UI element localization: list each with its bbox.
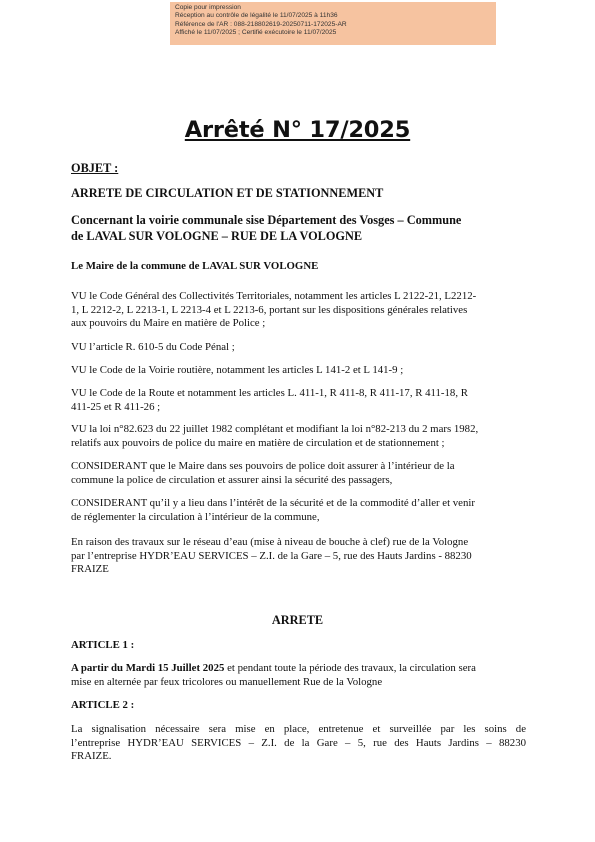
- text-line: commune la police de circulation et assurer ainsi la sécurité des passagers,: [71, 473, 393, 486]
- article-1-line-rest: et pendant toute la période des travaux, la circulation sera: [224, 662, 476, 674]
- text-line: 411-25 et R 411-26 ;: [71, 400, 161, 413]
- maire-heading: Le Maire de la commune de LAVAL SUR VOLOGNE: [71, 260, 319, 272]
- stamp-line: Réception au contrôle de légalité le 11/07/2025 à 11h36: [175, 12, 338, 20]
- concernant-line: de LAVAL SUR VOLOGNE – RUE DE LA VOLOGNE: [71, 229, 363, 243]
- considerant-paragraph: [71, 497, 526, 524]
- text-line: mise en alternée par feux tricolores ou manuellement Rue de la Vologne: [71, 675, 383, 688]
- text-line: VU le Code de la Voirie routière, notamment les articles L 141-2 et L 141-9 ;: [71, 364, 404, 376]
- considerant-paragraph: [71, 423, 526, 450]
- concernant-line: Concernant la voirie communale sise Département des Vosges – Commune: [71, 213, 462, 227]
- considerant-paragraph: [71, 387, 526, 414]
- text-line: VU l’article R. 610-5 du Code Pénal ;: [71, 341, 235, 353]
- text-line: VU la loi n°82.623 du 22 juillet 1982 complétant et modifiant la loi n°82-213 du 2 mars 1982,: [71, 423, 479, 435]
- text-line: [71, 662, 526, 676]
- arrete-heading: ARRETE: [271, 613, 324, 627]
- text-line: relatifs aux pouvoirs de police du maire en matière de circulation et de stationnement ;: [71, 436, 445, 449]
- article-2-body: [71, 723, 526, 764]
- document-title: Arrêté N° 17/2025: [184, 117, 411, 143]
- objet-label: OBJET :: [71, 161, 119, 175]
- considerant-paragraph: [71, 290, 526, 331]
- text-line: aux pouvoirs du Maire en matière de Police ;: [71, 317, 266, 329]
- text-line: CONSIDERANT qu’il y a lieu dans l’intérêt de la sécurité et de la commodité d’aller et venir: [71, 497, 475, 509]
- article-1-label: ARTICLE 1 :: [71, 639, 135, 651]
- stamp-line: Affiché le 11/07/2025 ; Certifié exécutoire le 11/07/2025: [175, 29, 337, 37]
- text-line: FRAIZE.: [71, 750, 112, 762]
- considerant-paragraph: [71, 536, 526, 577]
- text-line: de réglementer la circulation à l’intérieur de la commune,: [71, 510, 320, 523]
- legality-stamp: [170, 2, 496, 45]
- objet-title: ARRETE DE CIRCULATION ET DE STATIONNEMENT: [71, 186, 384, 200]
- considerant-paragraph: [71, 364, 526, 378]
- article-1-body: [71, 662, 526, 689]
- text-line: 1, L 2212-2, L 2213-1, L 2213-4 et L 2213-6, portant sur les dispositions générales relatives: [71, 303, 468, 316]
- considerant-paragraph: [71, 460, 526, 487]
- stamp-line: Référence de l'AR : 088-218802619-20250711-172025-AR: [175, 20, 347, 28]
- concernant-heading: [71, 212, 524, 244]
- text-line: FRAIZE: [71, 563, 109, 575]
- text-line: En raison des travaux sur le réseau d’eau (mise à niveau de bouche à clef) rue de la Vologne: [71, 536, 469, 548]
- considerant-paragraph: [71, 341, 526, 355]
- text-line: l’entreprise HYDR’EAU SERVICES – Z.I. de la Gare – 5, rue des Hauts Jardins – 88230: [71, 736, 526, 749]
- text-line: La signalisation nécessaire sera mise en place, entretenue et surveillée par les soins de: [71, 723, 526, 735]
- stamp-line: Copie pour impression: [175, 4, 241, 11]
- text-line: par l’entreprise HYDR’EAU SERVICES – Z.I. de la Gare – 5, rue des Hauts Jardins - 88230: [71, 549, 472, 562]
- text-line: VU le Code de la Route et notamment les articles L. 411-1, R 411-8, R 411-17, R 411-18, R: [71, 387, 468, 399]
- text-line: VU le Code Général des Collectivités Territoriales, notamment les articles L 2122-21, L2212-: [71, 290, 477, 302]
- text-line: CONSIDERANT que le Maire dans ses pouvoirs de police doit assurer à l’intérieur de la: [71, 460, 455, 472]
- article-2-label: ARTICLE 2 :: [71, 699, 135, 711]
- article-1-date: A partir du Mardi 15 Juillet 2025: [71, 662, 225, 674]
